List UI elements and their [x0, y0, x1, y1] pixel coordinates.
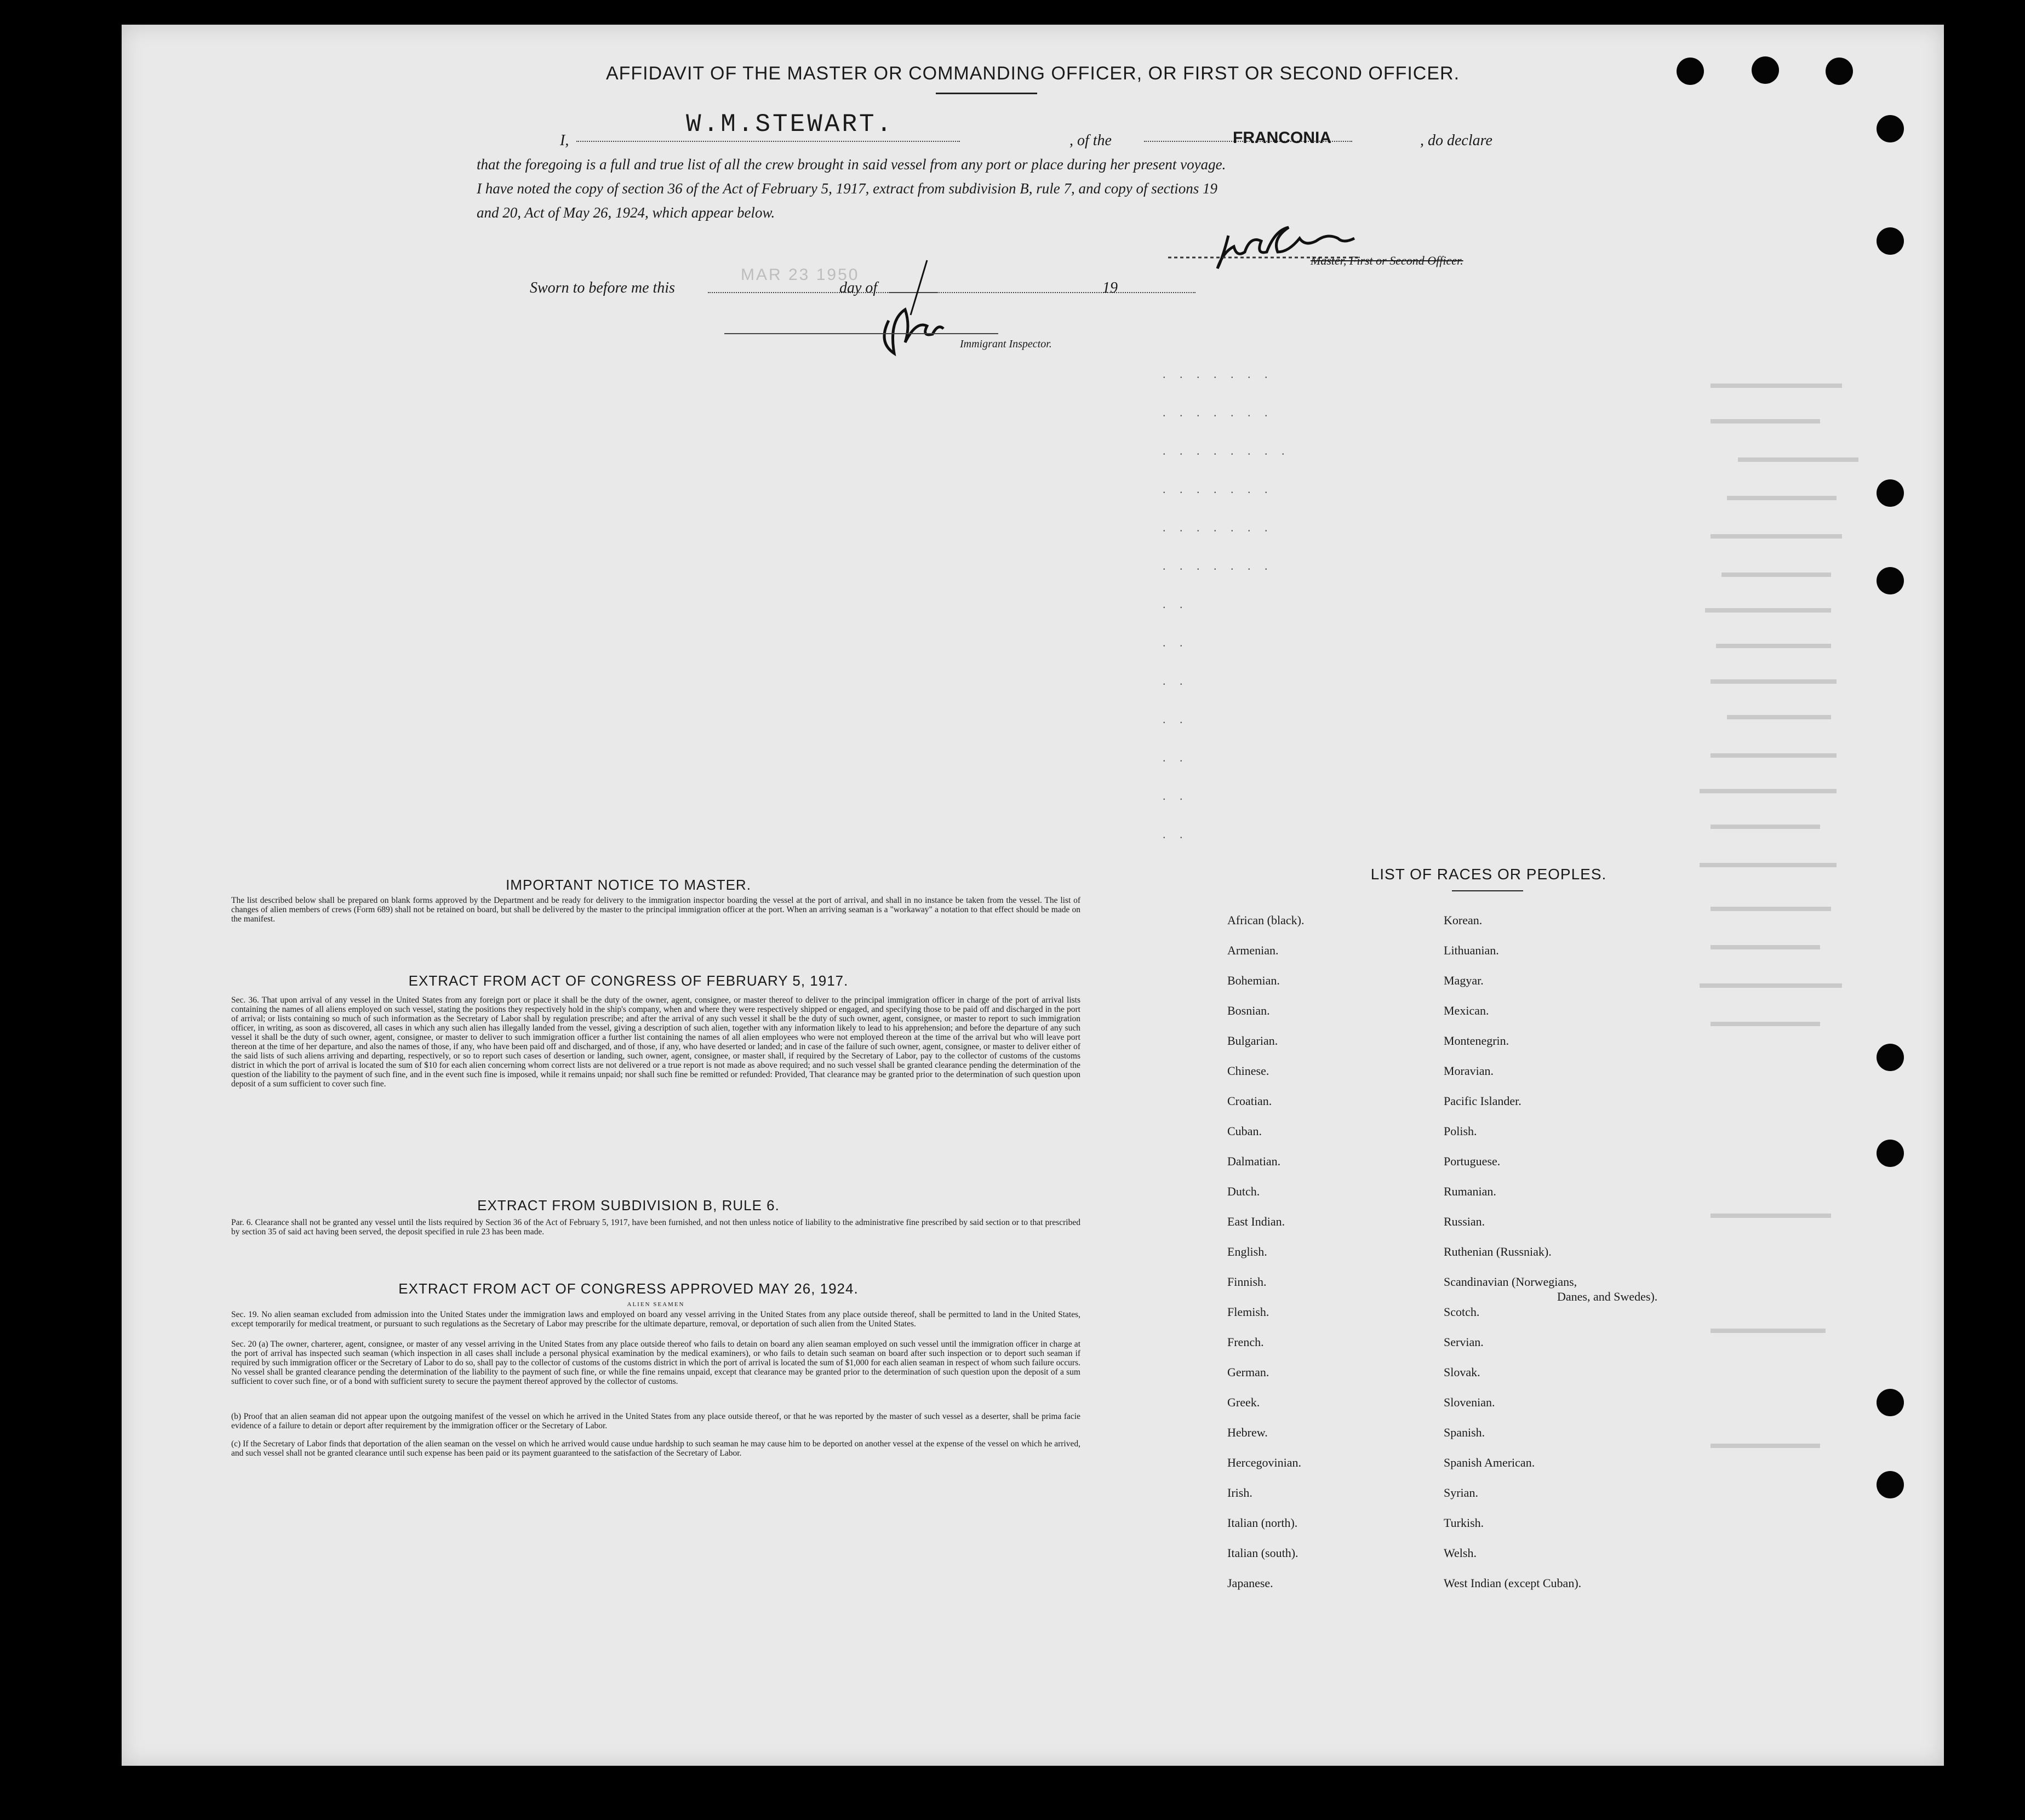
- dotted-leader: . .: [1163, 827, 1188, 841]
- punch-hole: [1877, 1471, 1904, 1498]
- dotted-leader: . . . . . . .: [1163, 405, 1273, 419]
- race-entry: Croatian.: [1227, 1094, 1272, 1108]
- bleed-through-line: [1738, 457, 1858, 462]
- punch-hole: [1877, 227, 1904, 255]
- affidavit-text-line2: I have noted the copy of section 36 of the Act of February 5, 1917, extract from subdivision B, rule 7, and copy of sections 19: [477, 180, 1217, 197]
- punch-hole: [1877, 115, 1904, 142]
- race-entry: Bulgarian.: [1227, 1034, 1278, 1048]
- bleed-through-line: [1700, 789, 1837, 793]
- do-declare-label: , do declare: [1420, 132, 1492, 149]
- of-the-label: , of the: [1069, 132, 1112, 149]
- race-entry: Dalmatian.: [1227, 1154, 1281, 1168]
- race-entry: Welsh.: [1444, 1546, 1477, 1560]
- bleed-through-line: [1711, 907, 1831, 911]
- race-entry: Spanish American.: [1444, 1456, 1535, 1469]
- inspector-line: [724, 333, 998, 334]
- race-entry: Scandinavian (Norwegians,: [1444, 1275, 1577, 1289]
- dotted-leader: . .: [1163, 597, 1188, 611]
- extract-1924-sec20c: (c) If the Secretary of Labor finds that deportation of the alien seaman on the vessel on which he arrived would cause undue hardship to such seaman he may cause him to be deported on another vessel at the expense of the vessel on which he arrived, and such vessel shall not be granted clearance until such expense has been paid or its payment guaranteed to the satisfaction of the Secretary of Labor.: [231, 1439, 1080, 1458]
- race-entry: Syrian.: [1444, 1486, 1478, 1500]
- race-entry: Spanish.: [1444, 1426, 1485, 1439]
- manifest-page: [122, 25, 1944, 1766]
- race-entry: Korean.: [1444, 913, 1483, 927]
- race-entry: Portuguese.: [1444, 1154, 1501, 1168]
- rule6-title: EXTRACT FROM SUBDIVISION B, RULE 6.: [477, 1197, 780, 1214]
- race-entry: French.: [1227, 1335, 1264, 1349]
- race-entry: African (black).: [1227, 913, 1305, 927]
- bleed-through-line: [1711, 419, 1820, 423]
- affidavit-text-line3: and 20, Act of May 26, 1924, which appear below.: [477, 204, 775, 221]
- race-entry: Dutch.: [1227, 1184, 1260, 1198]
- bleed-through-line: [1727, 715, 1831, 719]
- dotted-leader: . .: [1163, 674, 1188, 688]
- officer-name: W.M.STEWART.: [686, 110, 894, 139]
- race-entry: Hebrew.: [1227, 1426, 1268, 1439]
- bleed-through-line: [1716, 644, 1831, 648]
- bleed-through-line: [1700, 983, 1842, 988]
- dotted-leader: . .: [1163, 712, 1188, 726]
- race-entry-continuation: Danes, and Swedes).: [1557, 1290, 1658, 1303]
- affidavit-title: AFFIDAVIT OF THE MASTER OR COMMANDING OFFICER, OR FIRST OR SECOND OFFICER.: [605, 63, 1460, 84]
- race-entry: English.: [1227, 1245, 1267, 1258]
- dotted-leader: . .: [1163, 789, 1188, 803]
- race-entry: Slovak.: [1444, 1365, 1480, 1379]
- race-entry: Cuban.: [1227, 1124, 1262, 1138]
- race-entry: Rumanian.: [1444, 1184, 1496, 1198]
- race-entry: Turkish.: [1444, 1516, 1484, 1530]
- punch-hole: [1877, 1044, 1904, 1071]
- title-rule: [936, 93, 1037, 94]
- dotted-leader: . . . . . . .: [1163, 367, 1273, 381]
- vessel-name: FRANCONIA: [1233, 129, 1331, 147]
- race-entry: Finnish.: [1227, 1275, 1267, 1289]
- bleed-through-line: [1711, 679, 1837, 684]
- race-entry: Bohemian.: [1227, 974, 1280, 987]
- signature-title: Master, First or Second Officer.: [1311, 254, 1463, 267]
- officer-name-line: [576, 141, 960, 142]
- affidavit-lead-in: I,: [560, 132, 569, 149]
- race-entry: Japanese.: [1227, 1576, 1273, 1590]
- notice-body: The list described below shall be prepared on blank forms approved by the Department and be ready for delivery to the immigration inspector boarding the vessel at the port of arrival, and shall in no instance be taken from the vessel. The list of changes of alien members of crews (Form 689) shall not be retained on board, but shall be delivered by the master to the principal immigration officer at the port. When an arriving seaman is a "workaway" a notation to that effect should be made on the manifest.: [231, 896, 1080, 924]
- rule6-body: Par. 6. Clearance shall not be granted any vessel until the lists required by Section 36 of the Act of February 5, 1917, have been furnished, and not then unless notice of liability to the administrative fine prescribed by said section or to that prescribed by section 35 of said act having been served, the deposit specified in rule 23 has been made.: [231, 1218, 1080, 1237]
- year-prefix: 19: [1102, 279, 1118, 296]
- races-title-rule: [1452, 890, 1523, 891]
- extract-1924-title: EXTRACT FROM ACT OF CONGRESS APPROVED MAY 26, 1924.: [398, 1280, 859, 1297]
- race-entry: Mexican.: [1444, 1004, 1489, 1017]
- bleed-through-line: [1711, 945, 1820, 949]
- race-entry: Chinese.: [1227, 1064, 1269, 1078]
- race-entry: Bosnian.: [1227, 1004, 1270, 1017]
- bleed-through-line: [1711, 825, 1820, 829]
- extract-1917-title: EXTRACT FROM ACT OF CONGRESS OF FEBRUARY 5, 1917.: [408, 972, 849, 989]
- bleed-through-line: [1711, 1444, 1820, 1448]
- dotted-leader: . . . . . . .: [1163, 520, 1273, 534]
- notice-title: IMPORTANT NOTICE TO MASTER.: [506, 877, 751, 893]
- affidavit-text-line1: that the foregoing is a full and true list of all the crew brought in said vessel from any port or place during her present voyage.: [477, 156, 1226, 173]
- punch-hole: [1877, 567, 1904, 594]
- date-stamp: MAR 23 1950: [741, 266, 860, 284]
- race-entry: Flemish.: [1227, 1305, 1269, 1319]
- race-entry: Irish.: [1227, 1486, 1252, 1500]
- race-entry: East Indian.: [1227, 1215, 1285, 1228]
- race-entry: Slovenian.: [1444, 1395, 1495, 1409]
- punch-hole: [1877, 479, 1904, 507]
- punch-hole: [1877, 1389, 1904, 1416]
- race-entry: Magyar.: [1444, 974, 1484, 987]
- race-entry: Pacific Islander.: [1444, 1094, 1521, 1108]
- race-entry: Polish.: [1444, 1124, 1477, 1138]
- race-entry: Scotch.: [1444, 1305, 1480, 1319]
- bleed-through-line: [1705, 608, 1831, 613]
- inspector-signature: [834, 255, 976, 364]
- inspector-label: Immigrant Inspector.: [960, 338, 1052, 350]
- bleed-through-line: [1700, 863, 1837, 867]
- race-entry: Russian.: [1444, 1215, 1485, 1228]
- bleed-through-line: [1711, 753, 1837, 758]
- dotted-leader: . . . . . . .: [1163, 559, 1273, 573]
- sworn-before-label: Sworn to before me this: [530, 279, 675, 296]
- race-entry: German.: [1227, 1365, 1269, 1379]
- races-title: LIST OF RACES OR PEOPLES.: [1370, 866, 1607, 883]
- race-entry: Italian (south).: [1227, 1546, 1298, 1560]
- dotted-leader: . .: [1163, 636, 1188, 649]
- master-signature: [1163, 214, 1426, 279]
- bleed-through-line: [1711, 1214, 1831, 1218]
- bleed-through-line: [1727, 496, 1837, 500]
- race-entry: Servian.: [1444, 1335, 1484, 1349]
- race-entry: Italian (north).: [1227, 1516, 1298, 1530]
- extract-1924-sec20b: (b) Proof that an alien seaman did not appear upon the outgoing manifest of the vessel on which he arrived in the United States from any place outside thereof, or that he was reported by the master of such vessel as a deserter, shall be prima facie evidence of a failure to detain or deport after requirement by the immigration officer or the Secretary of Labor.: [231, 1412, 1080, 1430]
- bleed-through-line: [1711, 384, 1842, 388]
- race-entry: Lithuanian.: [1444, 943, 1499, 957]
- extract-1924-subtitle: ALIEN SEAMEN: [627, 1301, 685, 1308]
- race-entry: Ruthenian (Russniak).: [1444, 1245, 1552, 1258]
- bleed-through-line: [1711, 534, 1842, 539]
- bleed-through-line: [1711, 1329, 1826, 1333]
- race-entry: Armenian.: [1227, 943, 1279, 957]
- day-of-label: day of: [839, 279, 878, 296]
- punch-hole: [1877, 1140, 1904, 1167]
- race-entry: Hercegovinian.: [1227, 1456, 1301, 1469]
- extract-1917-body: Sec. 36. That upon arrival of any vessel in the United States from any foreign port or place it shall be the duty of the owner, agent, consignee, or master thereof to deliver to the principal immigration officer in charge of the port of arrival lists containing the names of all aliens employed on such vessel, stating the positions they respectively hold in the ship's company, when and where they were respectively shipped or engaged, and specifying those to be paid off and discharged in the port of arrival; or lists containing so much of such information as the Secretary of Labor shall by regulation prescribe; and after the arrival of any such vessel it shall be the duty of such owner, agent, consignee, or master to report to such immigration officer, in writing, as soon as discovered, all cases in which any such alien has illegally landed from the vessel, giving a description of such alien, together with any information likely to lead to his apprehension; and before the departure of any such vessel it shall be the duty of such owner, agent, consignee, or master to deliver to such immigration officer a further list containing the names of all alien employees who were not employed thereon at the time of the arrival but who will leave port thereon at the time of her departure, and also the names of those, if any, who have been paid off and discharged, and of those, if any, who have deserted or landed; and in case of the failure of such owner, agent, consignee, or master to deliver either of the said lists of such aliens arriving and departing, respectively, or so to report such cases of desertion or landing, such owner, agent, consignee, or master shall, if required by the Secretary of Labor, pay to the collector of customs of the customs district in which the port of arrival is located the sum of $10 for each alien concerning whom correct lists are not delivered or a true report is not made as above required; and no such vessel shall be granted clearance pending the determination of the question of the liability to the payment of such fine, and in the event such fine is imposed, while it remains unpaid; nor shall such fine be remitted or refunded: Provided, That clearance may be granted prior to the determination of such question upon deposit of a sum sufficient to cover such fine.: [231, 995, 1080, 1089]
- dotted-leader: . . . . . . .: [1163, 482, 1273, 496]
- race-entry: Montenegrin.: [1444, 1034, 1509, 1048]
- bleed-through-line: [1711, 1022, 1820, 1026]
- race-entry: West Indian (except Cuban).: [1444, 1576, 1582, 1590]
- dotted-leader: . . . . . . . .: [1163, 444, 1290, 457]
- bleed-through-line: [1721, 573, 1831, 577]
- dotted-leader: . .: [1163, 751, 1188, 764]
- race-entry: Greek.: [1227, 1395, 1260, 1409]
- race-entry: Moravian.: [1444, 1064, 1494, 1078]
- extract-1924-sec20a: Sec. 20 (a) The owner, charterer, agent, consignee, or master of any vessel arriving in the United States from any place outside thereof who fails to detain on board any alien seaman employed on such vessel until the immigration officer in charge at the port of arrival has inspected such seaman (which inspection in all cases shall include a personal physical examination by the medical examiners), or who fails to detain such seaman on board after such inspection or to deport such seaman if required by such immigration officer or the Secretary of Labor to do so, shall pay to the collector of customs of the customs district in which the port of arrival is located the sum of $1,000 for each alien seaman in respect of whom such failure occurs. No vessel shall be granted clearance pending the determination of the liability to the payment of such fine, or while the fine remains unpaid, except that clearance may be granted prior to the determination of such question upon the deposit of a sum sufficient to cover such fine, or of a bond with sufficient surety to secure the payment thereof approved by the collector of customs.: [231, 1340, 1080, 1386]
- extract-1924-sec19: Sec. 19. No alien seaman excluded from admission into the United States under the immigration laws and employed on board any vessel arriving in the United States from any place outside thereof, shall be permitted to land in the United States, except temporarily for medical treatment, or pursuant to such regulations as the Secretary of Labor may prescribe for the ultimate departure, removal, or deportation of such alien from the United States.: [231, 1310, 1080, 1329]
